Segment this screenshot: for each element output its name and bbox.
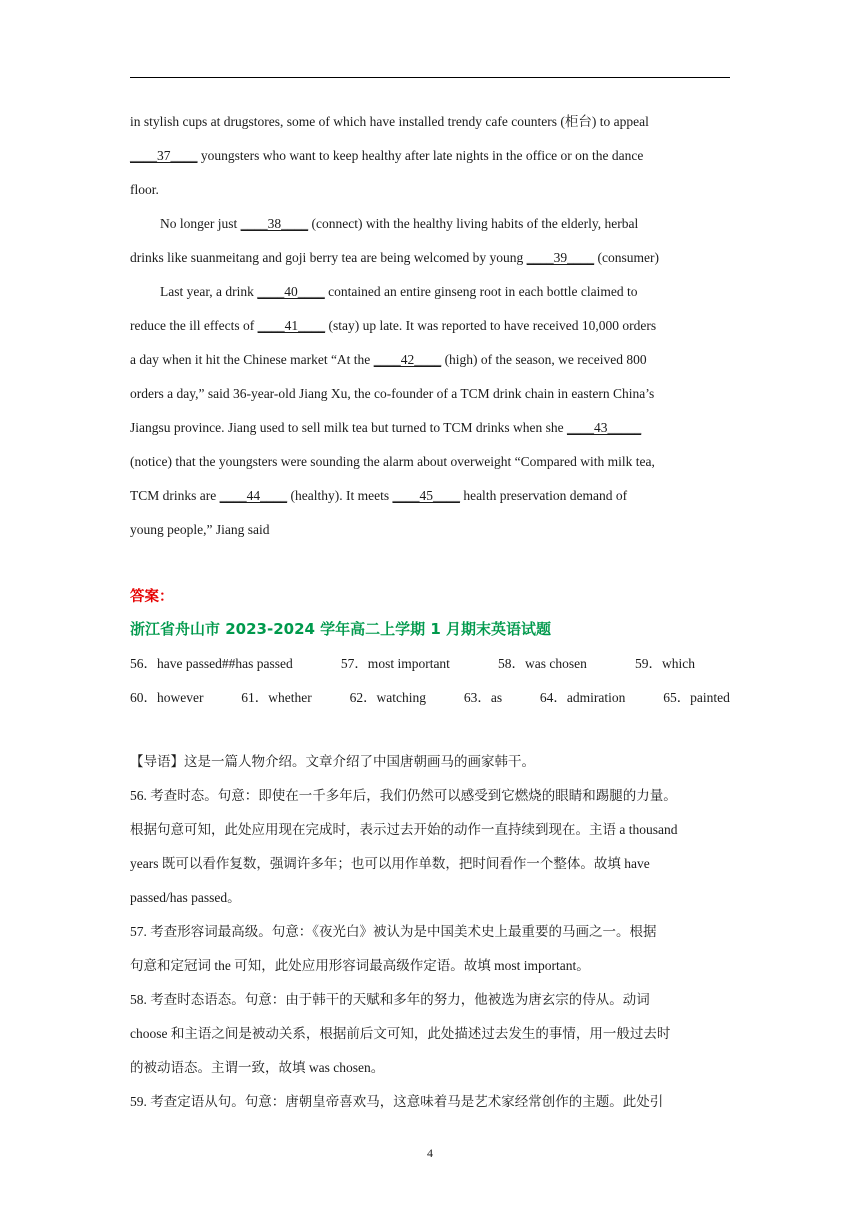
passage-line [130, 112, 730, 146]
passage-line [130, 180, 730, 214]
passage-line [130, 214, 730, 248]
passage-line [130, 384, 730, 418]
passage-text: a day when it hit the Chinese market “At the [130, 352, 374, 367]
passage-text: Last year, a drink [160, 284, 258, 299]
passage-text: young people,” Jiang said [130, 522, 270, 537]
passage-text: (connect) with the healthy living habits of the elderly, herbal [308, 216, 639, 231]
blank-40: ____40____ [257, 284, 325, 299]
passage-line [130, 486, 730, 520]
passage-text: (healthy). It meets [287, 488, 393, 503]
answer-label: 答案： [130, 589, 174, 605]
passage-line [130, 248, 730, 282]
answer-item: 64．admiration [539, 690, 626, 705]
explanation-line: 句意和定冠词 the 可知，此处应用形容词最高级作定语。故填 most important。 [130, 958, 590, 973]
blank-38: ____38____ [240, 216, 309, 231]
passage-line [130, 146, 730, 180]
passage-text: in stylish cups at drugstores, some of which have installed trendy cafe counters (柜台) to appeal [130, 114, 649, 129]
passage-line [130, 452, 730, 486]
blank-41: ____41____ [257, 318, 326, 333]
explanation-line: 【导语】这是一篇人物介绍。文章介绍了中国唐朝画马的画家韩干。 [130, 754, 535, 769]
explanation-line: 58. 考查时态语态。句意：由于韩干的天赋和多年的努力，他被选为唐玄宗的侍从。动词 [130, 992, 650, 1007]
exam-title: 浙江省舟山市 2023-2024 学年高二上学期 1 月期末英语试题 [130, 620, 552, 638]
passage-text: floor. [130, 182, 159, 197]
passage-text: Jiangsu province. Jiang used to sell milk tea but turned to TCM drinks when she [130, 420, 567, 435]
answer-item: 57．most important [340, 656, 450, 671]
explanation-line: 56. 考查时态。句意：即使在一千多年后，我们仍然可以感受到它燃烧的眼睛和踢腿的力量。 [130, 788, 677, 803]
answer-item: 59．which [634, 656, 695, 671]
passage-text: drinks like suanmeitang and goji berry tea are being welcomed by young [130, 250, 527, 265]
answer-item: 65．painted [663, 690, 730, 705]
explanation-line: passed/has passed。 [130, 890, 241, 905]
explanation-line: 59. 考查定语从句。句意：唐朝皇帝喜欢马，这意味着马是艺术家经常创作的主题。此处引 [130, 1094, 664, 1109]
answer-key-row [130, 686, 730, 706]
answer-item: 58．was chosen [498, 656, 587, 671]
passage-line [130, 282, 730, 316]
passage [130, 112, 730, 554]
passage-text: (consumer) [594, 250, 659, 265]
passage-text: No longer just [160, 216, 241, 231]
passage-text: reduce the ill effects of [130, 318, 258, 333]
passage-line [130, 350, 730, 384]
blank-37: ____37____ [130, 148, 198, 163]
blank-43: ____43_____ [566, 420, 642, 435]
passage-text: orders a day,” said 36-year-old Jiang Xu, the co-founder of a TCM drink chain in eastern China’s [130, 386, 655, 401]
blank-42: ____42____ [373, 352, 442, 367]
explanation [130, 752, 732, 1126]
passage-line [130, 520, 730, 554]
passage-text: (notice) that the youngsters were sounding the alarm about overweight “Compared with milk tea, [130, 454, 655, 469]
explanation-line: 的被动语态。主谓一致，故填 was chosen。 [130, 1060, 385, 1075]
explanation-line: 57. 考查形容词最高级。句意：《夜光白》被认为是中国美术史上最重要的马画之一。根据 [130, 924, 657, 939]
passage-line [130, 418, 730, 452]
answer-item: 61．whether [241, 690, 312, 705]
passage-text: (stay) up late. It was reported to have received 10,000 orders [325, 318, 657, 333]
answer-item: 56．have passed##has passed [130, 656, 293, 671]
passage-text: contained an entire ginseng root in each bottle claimed to [324, 284, 638, 299]
answer-item: 63．as [463, 690, 503, 705]
explanation-line: choose 和主语之间是被动关系，根据前后文可知，此处描述过去发生的事情，用一般过去时 [130, 1026, 671, 1041]
answer-key-row [130, 652, 695, 672]
passage-text: (high) of the season, we received 800 [441, 352, 647, 367]
explanation-line: years 既可以看作复数，强调许多年；也可以用作单数，把时间看作一个整体。故填 have [130, 856, 650, 871]
blank-39: ____39____ [526, 250, 595, 265]
explanation-line: 根据句意可知，此处应用现在完成时，表示过去开始的动作一直持续到现在。主语 a thousand [130, 822, 678, 837]
page-number: 4 [427, 1146, 433, 1160]
answer-item: 62．watching [349, 690, 427, 705]
passage-text: health preservation demand of [459, 488, 628, 503]
passage-text: youngsters who want to keep healthy after late nights in the office or on the dance [197, 148, 644, 163]
passage-text: TCM drinks are [130, 488, 220, 503]
blank-45: ____45____ [392, 488, 460, 503]
passage-line [130, 316, 730, 350]
answer-item: 60．however [130, 690, 204, 705]
blank-44: ____44____ [219, 488, 288, 503]
header-rule [130, 77, 730, 78]
